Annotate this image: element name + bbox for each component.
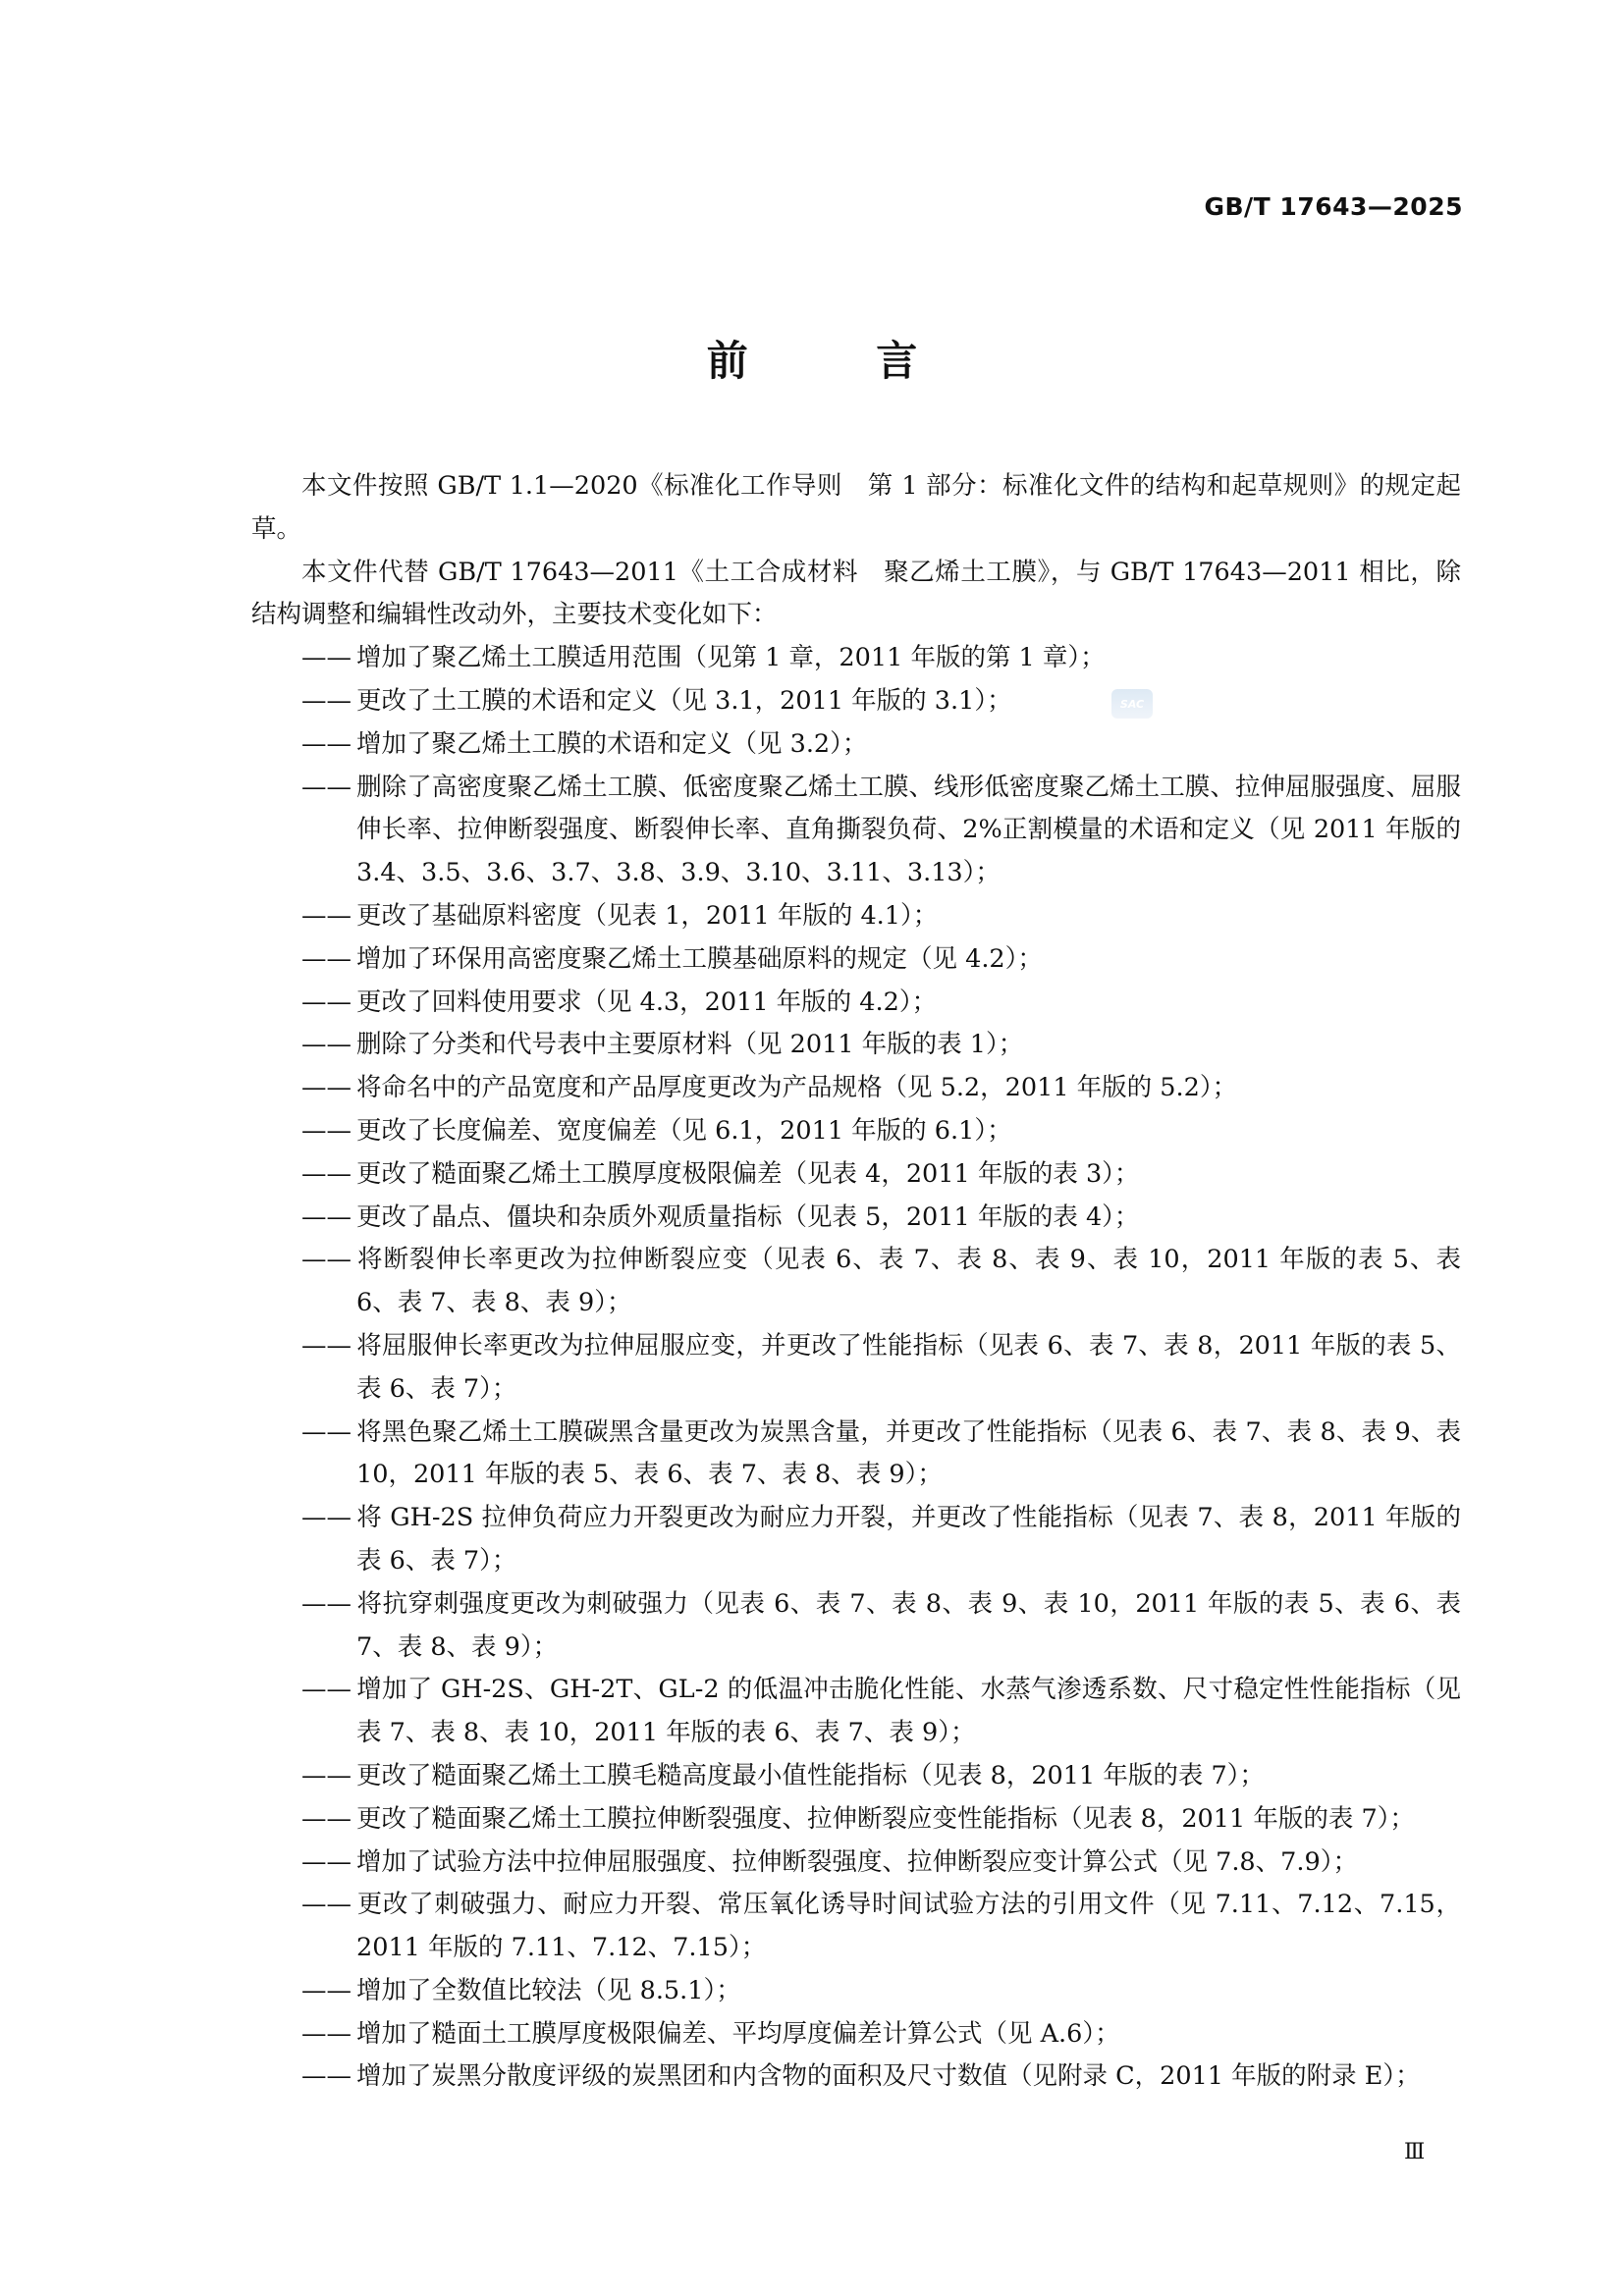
change-item [251, 680, 1461, 723]
change-item-text: 更改了回料使用要求（见 4.3，2011 年版的 4.2）； [356, 987, 938, 1017]
dash-marker: —— [301, 2061, 352, 2092]
change-item [251, 1110, 1461, 1153]
dash-marker: —— [301, 1846, 352, 1877]
change-item-text: 更改了长度偏差、宽度偏差（见 6.1，2011 年版的 6.1）； [356, 1115, 1012, 1146]
change-item [251, 1884, 1461, 1970]
change-item [251, 1583, 1461, 1670]
change-item [251, 1669, 1461, 1755]
dash-marker: —— [301, 987, 352, 1017]
change-item-text: 增加了聚乙烯土工膜的术语和定义（见 3.2）； [356, 728, 868, 759]
change-item [251, 1798, 1461, 1842]
change-item [251, 982, 1461, 1025]
dash-marker: —— [301, 1675, 352, 1705]
dash-marker: —— [301, 1975, 352, 2005]
dash-marker: —— [301, 1073, 352, 1103]
page-title: 前 言 [706, 337, 975, 385]
change-item-text: 将命名中的产品宽度和产品厚度更改为产品规格（见 5.2，2011 年版的 5.2）； [356, 1073, 1238, 1103]
dash-marker: —— [301, 1330, 352, 1361]
change-item-text: 增加了环保用高密度聚乙烯土工膜基础原料的规定（见 4.2）； [356, 943, 1043, 974]
change-item-text: 将屈服伸长率更改为拉伸屈服应变，并更改了性能指标（见表 6、表 7、表 8，2011 年版的表 5、表 6、表 7）； [356, 1330, 1461, 1404]
change-item-text: 将黑色聚乙烯土工膜碳黑含量更改为炭黑含量，并更改了性能指标（见表 6、表 7、表 8、表 9、表 10，2011 年版的表 5、表 6、表 7、表 8、表 9）； [356, 1416, 1461, 1490]
change-item-text: 将 GH-2S 拉伸负荷应力开裂更改为耐应力开裂，并更改了性能指标（见表 7、表 8，2011 年版的表 6、表 7）； [356, 1503, 1461, 1575]
dash-marker: —— [301, 1890, 352, 1920]
change-item [251, 1024, 1461, 1067]
change-item [251, 723, 1461, 767]
preface-paragraph: 本文件代替 GB/T 17643—2011《土工合成材料 聚乙烯土工膜》，与 GB/T 17643—2011 相比，除结构调整和编辑性改动外，主要技术变化如下： [251, 557, 1461, 630]
standard-number: GB/T 17643—2025 [1204, 192, 1463, 221]
dash-marker: —— [301, 1503, 352, 1533]
preface-paragraph: 本文件按照 GB/T 1.1—2020《标准化工作导则 第 1 部分：标准化文件的结构和起草规则》的规定起草。 [251, 471, 1461, 544]
change-item-text: 更改了基础原料密度（见表 1，2011 年版的 4.1）； [356, 900, 939, 931]
change-item-text: 增加了全数值比较法（见 8.5.1）； [356, 1975, 741, 2005]
dash-marker: —— [301, 685, 352, 716]
dash-marker: —— [301, 1416, 352, 1447]
change-item [251, 1755, 1461, 1798]
dash-marker: —— [301, 643, 352, 673]
change-item-text: 增加了炭黑分散度评级的炭黑团和内含物的面积及尺寸数值（见附录 C，2011 年版的附录 E）； [356, 2061, 1421, 2092]
change-item-text: 增加了聚乙烯土工膜适用范围（见第 1 章，2011 年版的第 1 章）； [356, 643, 1106, 673]
dash-marker: —— [301, 1115, 352, 1146]
change-item-text: 更改了糙面聚乙烯土工膜毛糙高度最小值性能指标（见表 8，2011 年版的表 7）； [356, 1760, 1265, 1790]
dash-marker: —— [301, 1158, 352, 1189]
change-item-text: 增加了 GH-2S、GH-2T、GL-2 的低温冲击脆化性能、水蒸气渗透系数、尺寸稳定性性能指标（见表 7、表 8、表 10，2011 年版的表 6、表 7、表 9）； [356, 1675, 1461, 1748]
change-item [251, 1239, 1461, 1325]
change-item [251, 1325, 1461, 1412]
dash-marker: —— [301, 728, 352, 759]
change-item-text: 更改了刺破强力、耐应力开裂、常压氧化诱导时间试验方法的引用文件（见 7.11、7.12、7.15，2011 年版的 7.11、7.12、7.15）； [356, 1890, 1461, 1963]
change-item-text: 删除了高密度聚乙烯土工膜、低密度聚乙烯土工膜、线形低密度聚乙烯土工膜、拉伸屈服强度、屈服伸长率、拉伸断裂强度、断裂伸长率、直角撕裂负荷、2%正割模量的术语和定义（见 2011 年版的 3.4、3.5、3.6、3.7、3.8、3.9、3.10、3.11、3.13）； [356, 772, 1461, 888]
change-item [251, 1153, 1461, 1197]
technical-changes-list [251, 637, 1461, 2099]
change-item [251, 1067, 1461, 1110]
dash-marker: —— [301, 772, 352, 802]
dash-marker: —— [301, 1201, 352, 1232]
change-item [251, 895, 1461, 938]
dash-marker: —— [301, 1245, 352, 1275]
change-item-text: 更改了糙面聚乙烯土工膜厚度极限偏差（见表 4，2011 年版的表 3）； [356, 1158, 1140, 1189]
change-item [251, 1842, 1461, 1885]
change-item-text: 将断裂伸长率更改为拉伸断裂应变（见表 6、表 7、表 8、表 9、表 10，2011 年版的表 5、表 6、表 7、表 8、表 9）； [356, 1245, 1461, 1318]
change-item-text: 更改了糙面聚乙烯土工膜拉伸断裂强度、拉伸断裂应变性能指标（见表 8，2011 年版的表 7）； [356, 1803, 1415, 1834]
change-item [251, 938, 1461, 982]
change-item [251, 637, 1461, 680]
change-item-text: 增加了试验方法中拉伸屈服强度、拉伸断裂强度、拉伸断裂应变计算公式（见 7.8、7.9）； [356, 1846, 1358, 1877]
dash-marker: —— [301, 900, 352, 931]
change-item-text: 更改了土工膜的术语和定义（见 3.1，2011 年版的 3.1）； [356, 685, 1012, 716]
change-item-text: 删除了分类和代号表中主要原材料（见 2011 年版的表 1）； [356, 1030, 1024, 1060]
change-item-text: 将抗穿刺强度更改为刺破强力（见表 6、表 7、表 8、表 9、表 10，2011 年版的表 5、表 6、表 7、表 8、表 9）； [356, 1588, 1461, 1662]
dash-marker: —— [301, 1030, 352, 1060]
sac-watermark-logo: SAC [1111, 689, 1153, 719]
change-item [251, 2013, 1461, 2056]
dash-marker: —— [301, 1588, 352, 1619]
change-item [251, 1970, 1461, 2013]
change-item [251, 767, 1461, 895]
change-item [251, 1497, 1461, 1583]
preface-body [251, 465, 1461, 2099]
change-item-text: 增加了糙面土工膜厚度极限偏差、平均厚度偏差计算公式（见 A.6）； [356, 2018, 1120, 2049]
dash-marker: —— [301, 1803, 352, 1834]
dash-marker: —— [301, 943, 352, 974]
dash-marker: —— [301, 1760, 352, 1790]
change-item-text: 更改了晶点、僵块和杂质外观质量指标（见表 5，2011 年版的表 4）； [356, 1201, 1140, 1232]
change-item [251, 1197, 1461, 1240]
dash-marker: —— [301, 2018, 352, 2049]
page-number: Ⅲ [1404, 2140, 1427, 2164]
change-item [251, 1412, 1461, 1498]
change-item [251, 2056, 1461, 2099]
